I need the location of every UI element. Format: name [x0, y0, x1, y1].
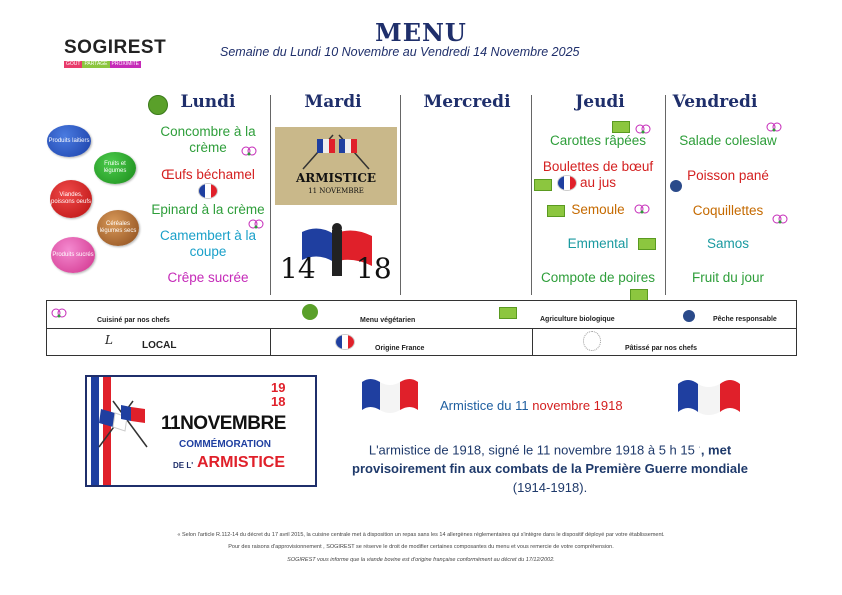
day-vendredi: Vendredi [672, 92, 758, 112]
logo-tag-partage: PARTAGE [84, 61, 108, 67]
sogirest-logo [64, 38, 168, 68]
day-lundi: Lundi [180, 92, 236, 112]
france-flag-icon [557, 175, 577, 191]
category-produits-laitiers: Produits laitiers [47, 125, 91, 157]
jeudi-plat: Boulettes de bœuf au jus [542, 159, 654, 190]
crossed-flags-icon [93, 397, 153, 449]
crossed-flags-icon [293, 131, 379, 171]
banner-big: 11NOVEMBRE [161, 413, 286, 434]
france-flag-icon [335, 334, 355, 350]
peche-icon [683, 310, 695, 322]
poster-line1: ARMISTICE [295, 171, 377, 185]
info-body [340, 438, 760, 497]
banner-armistice: ARMISTICE [197, 454, 285, 471]
year-left: 14 [280, 252, 316, 285]
jeudi-fromage: Emmental [567, 236, 629, 251]
vendredi-dessert: Fruit du jour [691, 270, 765, 285]
waving-flag-icon [360, 374, 420, 416]
day-mercredi: Mercredi [423, 92, 511, 112]
legend-divider [532, 328, 533, 355]
info-title-pre: Armistice du [440, 398, 516, 413]
category-produits-sucres: Produits sucrés [51, 237, 95, 273]
logo-tag-proximite: PROXIMITÉ [111, 61, 140, 67]
patisserie-icon [583, 331, 601, 351]
legend-france: Origine France [375, 345, 425, 352]
jeudi-feculent: Semoule [571, 202, 625, 217]
legend-veg: Menu végétarien [360, 317, 416, 324]
legend-box [46, 300, 797, 356]
chef-icon [766, 118, 780, 129]
logo-tagline [64, 61, 168, 68]
column-divider [665, 95, 666, 295]
footer-beef: SOGIREST vous informe que la viande bovine est d'origine française conformément au décret du 17/12/2002. [287, 557, 555, 563]
bio-icon [638, 238, 656, 250]
lundi-legume: Epinard à la crème [151, 202, 265, 217]
info-title-red: novembre 1918 [532, 398, 623, 413]
armistice-poster [275, 127, 397, 205]
legend-chef: Cuisiné par nos chefs [97, 317, 170, 324]
info-title-num: 11 [515, 398, 533, 413]
year-right: 18 [356, 252, 392, 285]
bio-icon [534, 179, 552, 191]
jeudi-entree: Carottes râpées [549, 133, 647, 148]
lundi-plat: Œufs béchamel [161, 167, 255, 182]
armistice-banner [85, 375, 317, 487]
lundi-entree: Concombre à la crème [160, 124, 256, 155]
bio-icon [499, 307, 517, 319]
banner-years-bottom: 18 [271, 394, 286, 409]
info-body-b: , met provisoirement fin aux combats de la Première Guerre mondiale [352, 442, 748, 477]
banner-de: DE L' [173, 461, 194, 470]
logo-tag-gout: GOÛT [66, 61, 81, 67]
category-viandes-poissons: Viandes, poissons oeufs [50, 180, 92, 218]
vendredi-plat: Poisson pané [687, 168, 769, 183]
bio-icon [612, 121, 630, 133]
legend-patisse: Pâtissé par nos chefs [625, 345, 697, 352]
column-divider [270, 95, 271, 295]
legend-peche: Pêche responsable [713, 316, 777, 323]
info-body-sup: · [698, 444, 701, 451]
vendredi-entree: Salade coleslaw [679, 133, 777, 148]
day-mardi: Mardi [304, 92, 362, 112]
chef-icon [241, 142, 255, 153]
chef-icon [51, 304, 65, 315]
poster-line2: 11 NOVEMBRE [308, 187, 364, 195]
footer-supply: Pour des raisons d'approvisionnement , SOGIREST se réserve le droit de modifier certaines composantes du menu et vous remercie de votre compréhension. [228, 544, 614, 550]
banner-years-top: 19 [271, 380, 286, 395]
day-jeudi: Jeudi [575, 92, 625, 112]
france-flag-icon [198, 183, 218, 199]
chef-icon [635, 120, 649, 131]
jeudi-dessert: Compote de poires [540, 270, 656, 285]
vendredi-feculent: Coquillettes [692, 203, 764, 218]
logo-name: SOGIREST [64, 37, 167, 58]
chef-icon [772, 210, 786, 221]
waving-flag-icon [676, 374, 742, 418]
banner-commemoration: COMMÉMORATION [179, 439, 272, 450]
legend-bio: Agriculture biologique [540, 316, 615, 323]
info-body-a: L'armistice de 1918, signé le 11 novembre 1918 à 5 h 15 [368, 442, 699, 458]
info-title [440, 398, 623, 413]
local-icon: L [105, 333, 113, 347]
footer-allergen: « Selon l'article R.112-14 du décret du 17 avril 2015, la cuisine centrale met à disposition un repas sans les 14 allergènes réglementaires qui s'intègre dans le dispositif déployé par votre établissement. [177, 532, 665, 538]
legend-local: LOCAL [142, 340, 177, 351]
legend-divider [270, 328, 271, 355]
info-body-c: (1914-1918). [512, 480, 588, 496]
week-range: Semaine du Lundi 10 Novembre au Vendredi 14 Novembre 2025 [220, 45, 580, 59]
category-fruits-legumes: Fruits et légumes [94, 152, 136, 184]
chef-icon [248, 215, 262, 226]
vegetarian-icon [302, 304, 318, 320]
column-divider [400, 95, 401, 295]
vendredi-fromage: Samos [706, 236, 750, 251]
lundi-fromage: Camembert à la coupe [159, 228, 257, 259]
1418-illustration [278, 222, 396, 284]
page-title: MENU [375, 18, 467, 47]
chef-icon [634, 200, 648, 211]
lundi-dessert: Crêpe sucrée [167, 270, 249, 285]
category-cereales: Céréales légumes secs [97, 210, 139, 246]
column-divider [531, 95, 532, 295]
